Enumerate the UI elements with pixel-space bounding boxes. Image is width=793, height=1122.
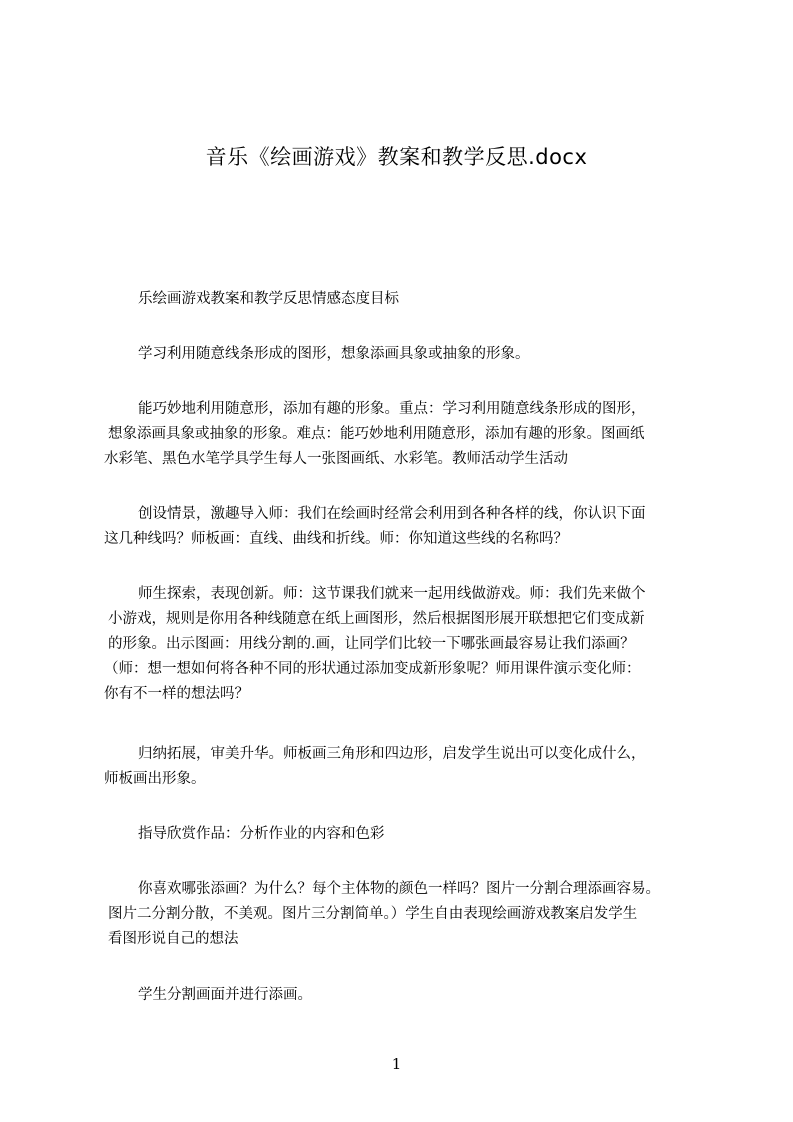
paragraph-2 xyxy=(104,342,704,367)
paragraph-line: 这几种线吗？师板画：直线、曲线和折线。师：你知道这些线的名称吗？ xyxy=(104,531,568,547)
paragraph-line: 能巧妙地利用随意形，添加有趣的形象。重点：学习利用随意线条形成的图形， xyxy=(138,401,646,417)
paragraph-line: 师生探索，表现创新。师：这节课我们就来一起用线做游戏。师：我们先来做个 xyxy=(138,586,646,602)
paragraph-3 xyxy=(104,397,704,472)
paragraph-9 xyxy=(104,983,704,1008)
paragraph-line: 学生分割画面并进行添画。 xyxy=(138,987,312,1003)
paragraph-line: 学习利用随意线条形成的图形，想象添画具象或抽象的形象。 xyxy=(138,346,530,362)
paragraph-1 xyxy=(104,287,704,312)
document-title: 音乐《绘画游戏》教案和教学反思.docx xyxy=(205,145,588,169)
paragraph-line: 小游戏，规则是你用各种线随意在纸上画图形，然后根据图形展开联想把它们变成新 xyxy=(108,611,645,627)
paragraph-line: 想象添画具象或抽象的形象。难点：能巧妙地利用随意形，添加有趣的形象。图画纸 xyxy=(108,426,645,442)
paragraph-line: 水彩笔、黑色水笔学具学生每人一张图画纸、水彩笔。教师活动学生活动 xyxy=(104,451,568,467)
paragraph-line: 看图形说自己的想法 xyxy=(108,931,239,947)
paragraph-5 xyxy=(104,582,704,707)
paragraph-line: 你有不一样的想法吗？ xyxy=(104,686,249,702)
paragraph-7 xyxy=(104,822,704,847)
paragraph-line: 图片二分割分散，不美观。图片三分割简单。）学生自由表现绘画游戏教案启发学生 xyxy=(108,906,638,922)
paragraph-line: 师板画出形象。 xyxy=(104,771,206,787)
paragraph-8 xyxy=(104,877,704,952)
paragraph-line: 指导欣赏作品：分析作业的内容和色彩 xyxy=(138,826,385,842)
paragraph-6 xyxy=(104,742,704,792)
paragraph-line: （师：想一想如何将各种不同的形状通过添加变成新形象呢？师用课件演示变化师： xyxy=(104,661,641,677)
paragraph-line: 乐绘画游戏教案和教学反思情感态度目标 xyxy=(138,291,399,307)
paragraph-4 xyxy=(104,502,704,552)
paragraph-line: 你喜欢哪张添画？为什么？每个主体物的颜色一样吗？图片一分割合理添画容易。 xyxy=(138,881,660,897)
paragraph-line: 归纳拓展，审美升华。师板画三角形和四边形，启发学生说出可以变化成什么， xyxy=(138,746,646,762)
page-number: 1 xyxy=(391,1055,402,1073)
paragraph-line: 创设情景，激趣导入师：我们在绘画时经常会利用到各种各样的线，你认识下面 xyxy=(138,506,646,522)
paragraph-line: 的形象。出示图画：用线分割的.画，让同学们比较一下哪张画最容易让我们添画？ xyxy=(108,636,635,652)
